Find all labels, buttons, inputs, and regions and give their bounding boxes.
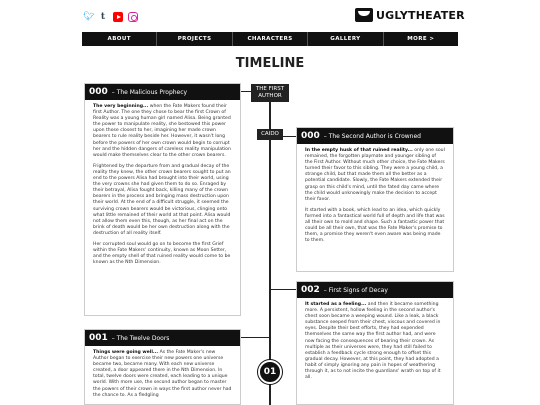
connector <box>271 289 297 290</box>
card-title: – The Twelve Doors <box>111 334 170 342</box>
card-title: – The Malicious Prophecy <box>111 88 188 96</box>
card-header <box>85 330 240 346</box>
logo-text: UGLYTHEATER <box>376 8 465 22</box>
card-number: 002 <box>301 285 320 295</box>
card-title: – The Second Author is Crowned <box>323 132 421 140</box>
connector <box>283 136 297 137</box>
timeline-tag-first-author: THE FIRST AUTHOR <box>251 84 289 102</box>
card-number: 000 <box>301 131 320 141</box>
logo-mask-icon <box>355 8 373 22</box>
card-paragraph: It started as a feeling... and then it became something more. A persistent, hollow feeling in the second author's chest soon became a weeping wound. Like a leak, a black substance seeped from their chest, viscous and covered in eyes. Despite their best efforts, they had expended themselves the same way the first author had, and were now facing the consequences of bearing their crown. As multiple as their universes were, they had still failed to establish a feedback cycle strong enough to offset this gradual decay. However, at this point, they had adopted a habit of simply ignoring any pain in hopes of weathering through it, as to not incite the guardians' wrath on top of it all. <box>305 302 441 381</box>
card-body <box>85 346 240 405</box>
timeline-tag-caido: CAIDO <box>257 129 283 140</box>
tumblr-icon[interactable]: t <box>100 12 106 22</box>
timeline-card <box>84 83 241 316</box>
card-paragraph: Frightened by the departure from and gradual decay of the reality they knew, the other crown bearers sought to put an end to the powers Alisa had brought into their world, using the very crowns she had given them to do so. Enraged by their betrayal, Alisa fought back, killing many of the crown bearers in the process and bringing mass destruction upon their world. At the end of a difficult struggle, it seemed the surviving crown bearers would be victorious, clinging onto what little remained of their world at that point. Alisa would not allow them even this, though, as her final act on the brink of death would be her own destruction along with the destruction of all reality itself. <box>93 163 231 236</box>
main-nav <box>82 32 458 46</box>
nav-item-about[interactable]: ABOUT <box>82 32 157 46</box>
site-logo[interactable] <box>355 8 465 22</box>
card-paragraph: It started with a book, which lead to an idea, which quickly formed into a fantastical world full of depth and life that was all their own to mold and shape. Such a fantastic power that could be all their own, that was the Fate Maker's promise to them, a promise they weren't even aware was being made to them. <box>305 207 445 244</box>
timeline-card <box>296 281 454 405</box>
card-paragraph: In the empty husk of that ruined reality... only one soul remained, the forgotten playmate and younger sibling of the First Author. Without much other choice, the Fate Makers turned their favor to this sibling. They were a young child, a strange child, but that made them all the better as a potential candidate. Slowly, the Fate Makers extended their grasp on this child's mind, until the fated day came where the child would unknowingly make the decision to accept their favor. <box>305 148 445 202</box>
twitter-icon[interactable]: 🐦︎ <box>83 12 95 22</box>
nav-item-characters[interactable]: CHARACTERS <box>233 32 308 46</box>
card-number: 000 <box>89 87 108 97</box>
nav-item-projects[interactable]: PROJECTS <box>157 32 232 46</box>
page-title: TIMELINE <box>235 56 305 71</box>
timeline-marker: 01 <box>258 360 282 384</box>
card-body <box>85 100 240 275</box>
nav-item-more[interactable]: MORE > <box>407 36 435 42</box>
connector <box>240 91 251 92</box>
card-paragraph: Her corrupted soul would go on to become the first Grief within the Fate Makers' continuity, known as Moon Setter, and the empty shell of that ruined reality would come to be known as the Nth Dimension. <box>93 241 231 266</box>
timeline-line <box>269 96 271 405</box>
card-paragraph: The very beginning... when the Fate Makers found their first Author. The one they chose to bear the first Crown of Reality was a young human girl named Alisa. Being granted the power to manipulate reality, she bestowed this power upon those closest to her, imagining her made crown bearers to rule reality beside her. However, it wasn't long before the powers of her own crown would begin to corrupt her and the hidden dangers of careless reality manipulation would make themselves clear to the other crown bearers. <box>93 104 231 158</box>
youtube-icon[interactable] <box>113 12 123 22</box>
card-header <box>85 84 240 100</box>
social-links <box>83 12 138 22</box>
instagram-icon[interactable] <box>128 12 138 22</box>
card-paragraph: Things were going well... As the Fate Maker's new Author began to exercise their new powers one universe became two, became many. With each new universe created, a door appeared there in the Nth Dimension. In total, twelve doors were created, each leading to a unique world. With more use, the second author began to master the powers of their crown in ways the first author never had the chance to. As a fledgling <box>93 350 232 398</box>
nav-item-gallery[interactable]: GALLERY <box>308 32 383 46</box>
card-body <box>297 144 453 253</box>
card-number: 001 <box>89 333 108 343</box>
connector <box>240 337 269 338</box>
timeline-card <box>296 127 454 272</box>
timeline-card <box>84 329 241 405</box>
card-body <box>297 298 453 390</box>
card-header <box>297 128 453 144</box>
card-header <box>297 282 453 298</box>
card-title: – First Signs of Decay <box>323 286 388 294</box>
